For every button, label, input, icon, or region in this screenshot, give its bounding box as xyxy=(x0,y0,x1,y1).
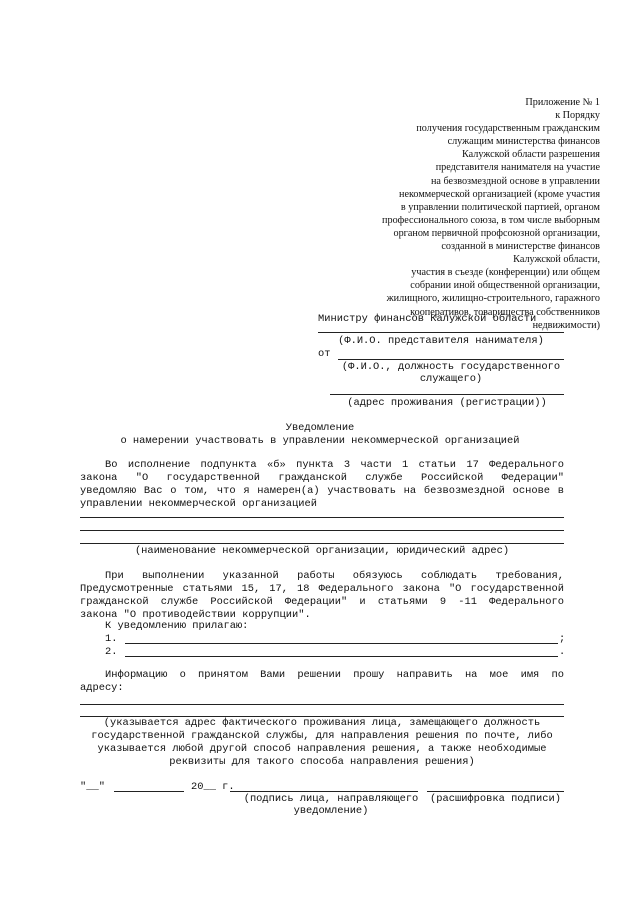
employer-caption: (Ф.И.О. представителя нанимателя) xyxy=(338,335,544,347)
paragraph-line: гражданской службе Российской Федерации" и статьями 9 -11 Федерального xyxy=(80,596,564,608)
paragraph-line: Информацию о принятом Вами решении прошу направить на мое имя по xyxy=(105,669,564,681)
paragraph-line: закона "О государственной гражданской службе Российской Федерации" xyxy=(80,472,564,484)
appendix-line: представителя нанимателя на участие xyxy=(435,162,600,174)
paragraph-line: адресу: xyxy=(80,682,124,694)
addressee-line: Министру финансов Калужской области xyxy=(318,313,537,325)
attachments-label: К уведомлению прилагаю: xyxy=(105,620,249,632)
sender-caption-1: (Ф.И.О., должность государственного xyxy=(341,361,561,373)
appendix-line: кооперативов, товарищества собственников xyxy=(410,306,600,318)
decode-caption: (расшифровка подписи) xyxy=(430,793,561,805)
appendix-line: на безвозмездной основе в управлении xyxy=(430,175,600,187)
paragraph-line: При выполнении указанной работы обязуюсь соблюдать требования, xyxy=(105,570,564,582)
appendix-line: Приложение № 1 xyxy=(525,97,600,108)
attachment-1-end: ; xyxy=(559,633,566,645)
appendix-line: к Порядку xyxy=(555,110,600,122)
appendix-line: жилищного, жилищно-строительного, гаражного xyxy=(386,293,600,305)
appendix-line: Калужской области, xyxy=(513,254,600,266)
intro-paragraph xyxy=(80,459,564,511)
document-subtitle: о намерении участвовать в управлении некоммерческой организацией xyxy=(120,435,520,447)
signature-decode-field[interactable] xyxy=(427,791,564,792)
attachment-1-field[interactable] xyxy=(125,643,558,644)
organization-field-line-1[interactable] xyxy=(80,517,564,518)
paragraph-line: уведомляю Вас о том, что я намерен(а) участвовать на безвозмездной основе в xyxy=(80,485,564,497)
response-address-line-1[interactable] xyxy=(80,704,564,705)
appendix-line: недвижимости) xyxy=(532,319,600,331)
appendix-line: собрании иной общественной организации, xyxy=(410,280,600,292)
appendix-line: некоммерческой организацией (кроме участия xyxy=(399,188,600,200)
signature-caption-2: уведомление) xyxy=(293,805,369,817)
attachment-1-number: 1. xyxy=(105,633,118,645)
paragraph-line: управлении некоммерческой организацией xyxy=(80,498,317,510)
date-day: "__" xyxy=(80,781,105,793)
response-paragraph xyxy=(80,669,564,695)
organization-field-line-2[interactable] xyxy=(80,530,564,531)
attachment-2-number: 2. xyxy=(105,646,118,658)
appendix-header xyxy=(310,96,600,332)
appendix-line: в управлении политической партией, органом xyxy=(400,201,600,213)
date-month-field[interactable] xyxy=(114,791,184,792)
address-caption-line: реквизиты для такого способа направления решения) xyxy=(169,756,475,768)
appendix-line: профессионального союза, в том числе выборным xyxy=(382,214,600,226)
appendix-line: созданной в министерстве финансов xyxy=(441,241,600,253)
paragraph-line: Во исполнение подпункта «б» пункта 3 части 1 статьи 17 Федерального xyxy=(105,459,564,471)
appendix-line: Калужской области разрешения xyxy=(461,149,600,161)
address-caption-line: указывается любой другой способ направления решения, а также необходимые xyxy=(97,743,547,755)
paragraph-line: закона "О противодействии коррупции". xyxy=(80,609,311,621)
sender-caption-2: служащего) xyxy=(419,373,483,385)
signature-field[interactable] xyxy=(230,791,418,792)
paragraph-line: Предусмотренные статьями 15, 17, 18 Федерального закона "О государственной xyxy=(80,583,564,595)
signature-caption-1: (подпись лица, направляющего xyxy=(243,793,419,805)
sender-name-field[interactable] xyxy=(338,359,564,360)
attachment-2-end: . xyxy=(559,646,566,658)
employer-name-field[interactable] xyxy=(318,332,564,333)
appendix-line: получения государственным гражданским xyxy=(416,123,600,135)
address-caption-line: государственной гражданской службы, для направления решения по почте, либо xyxy=(91,730,553,742)
appendix-line: органом первичной профсоюзной организации, xyxy=(393,227,600,239)
organization-caption: (наименование некоммерческой организации, юридический адрес) xyxy=(134,545,510,557)
obligations-paragraph xyxy=(80,570,564,622)
date-year: 20__ г. xyxy=(191,781,235,793)
address-caption: (адрес проживания (регистрации)) xyxy=(347,397,547,409)
address-field[interactable] xyxy=(330,394,564,395)
organization-field-line-3[interactable] xyxy=(80,543,564,544)
from-label: от xyxy=(318,348,331,360)
appendix-line: служащим министерства финансов xyxy=(447,136,600,148)
address-caption-line: (указывается адрес фактического проживания лица, замещающего должность xyxy=(103,717,541,729)
appendix-line: участия в съезде (конференции) или общем xyxy=(411,267,600,279)
attachment-2-field[interactable] xyxy=(125,656,558,657)
document-title: Уведомление xyxy=(285,422,355,434)
